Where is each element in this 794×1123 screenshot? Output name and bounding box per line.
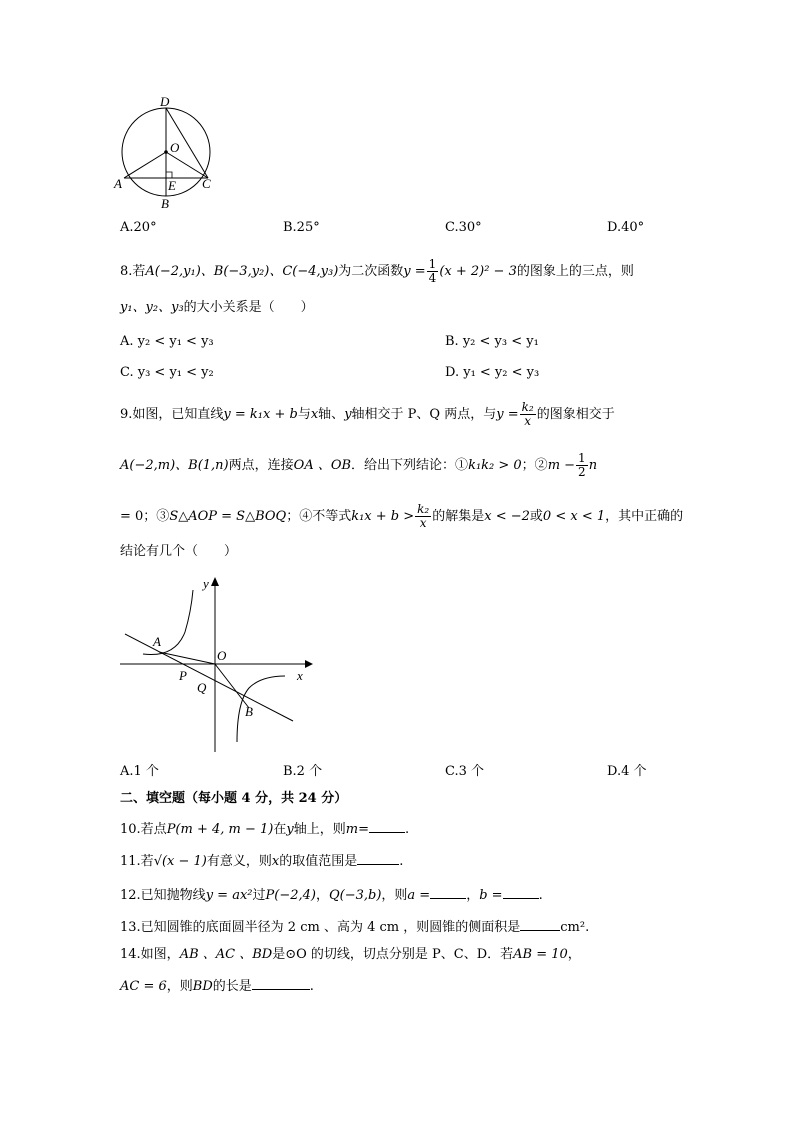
q8-option-c: C. y₃ < y₁ < y₂ xyxy=(120,365,214,380)
q11-line: 11.若√(x − 1)有意义，则x的取值范围是 . xyxy=(120,850,403,871)
q10-answer-blank xyxy=(369,818,405,833)
q7-label-B: B xyxy=(161,196,169,211)
q9-line1: 9.如图，已知直线y = k₁x + b与x轴、y轴相交于 P、Q 两点，与y = $\frac{\text{k₂}}{x}$ 的图象相交于 xyxy=(120,400,615,428)
q14-line2: AC = 6，则BD的长是 . xyxy=(120,975,314,996)
q7-label-D: D xyxy=(160,94,170,109)
q9-label-x: x xyxy=(297,668,303,683)
section2-title: 二、填空题（每小题 4 分，共 24 分） xyxy=(120,791,348,806)
q9-label-y: y xyxy=(203,576,209,591)
q9-label-P: P xyxy=(179,668,187,683)
q8-question: 的大小关系是（ ） xyxy=(183,300,314,315)
q9-graph-figure xyxy=(115,572,320,757)
q8-points: A(−2,y₁)、B(−3,y₂)、C(−4,y₃) xyxy=(145,264,339,279)
q9-line4: 结论有几个（ ） xyxy=(120,544,238,559)
q12-answer-blank-a xyxy=(430,884,466,899)
q9-option-b: B.2 个 xyxy=(283,764,323,779)
q14-answer-blank xyxy=(252,975,310,990)
q9-label-O: O xyxy=(217,648,227,663)
q9-label-Q: Q xyxy=(197,680,207,695)
q12-answer-blank-b xyxy=(503,884,539,899)
q8-line1 xyxy=(120,258,634,285)
q13-line: 13.已知圆锥的底面圆半径为 2 cm 、高为 4 cm ，则圆锥的侧面积是 cm². xyxy=(120,916,589,937)
q7-label-O: O xyxy=(170,140,180,155)
q9-option-a: A.1 个 xyxy=(120,764,159,779)
q9-label-B: B xyxy=(245,704,253,719)
q9-option-d: D.4 个 xyxy=(607,764,647,779)
q8-line2 xyxy=(120,299,314,317)
q8-fraction: $\frac{1}{4}$ xyxy=(428,257,437,285)
q8-option-a: A. y₂ < y₁ < y₃ xyxy=(120,334,214,349)
q9-line3: = 0；③S△AOP = S△BOQ；④不等式k₁x + b > $\frac{\text{k₂}}{x}$ 的解集是x < −2或0 < x < 1，其中正确的 xyxy=(120,502,684,530)
q8-mid: 为二次函数 xyxy=(338,264,404,279)
q7-option-a: A.20° xyxy=(120,220,157,235)
q8-post: 的图象上的三点，则 xyxy=(516,264,634,279)
q7-option-c: C.30° xyxy=(445,220,482,235)
q7-option-b: B.25° xyxy=(283,220,320,235)
q7-option-d: D.40° xyxy=(607,220,645,235)
q8-option-d: D. y₁ < y₂ < y₃ xyxy=(445,365,540,380)
q8-option-b: B. y₂ < y₃ < y₁ xyxy=(445,334,539,349)
q7-label-C: C xyxy=(202,176,211,191)
q14-line1: 14.如图，AB 、AC 、BD是⊙O 的切线，切点分别是 P、C、D．若AB = 10， xyxy=(120,947,581,962)
q11-answer-blank xyxy=(357,850,399,865)
q7-label-E: E xyxy=(168,178,176,193)
q8-func-rhs: (x + 2)² − 3 xyxy=(439,264,517,279)
q9-line2: A(−2,m)、B(1,n)两点，连接OA 、OB．给出下列结论：①k₁k₂ > 0；②m − $\frac{1}{2}$ n xyxy=(120,451,598,479)
q9-label-A: A xyxy=(153,634,161,649)
q10-line: 10.若点P(m + 4, m − 1)在y轴上，则m= . xyxy=(120,818,409,839)
q9-option-c: C.3 个 xyxy=(445,764,485,779)
q8-func-lhs: y = xyxy=(403,264,426,279)
q8-prefix: 8.若 xyxy=(120,264,146,279)
q12-line: 12.已知抛物线y = ax²过P(−2,4)，Q(−3,b)，则a = ，b = . xyxy=(120,884,543,905)
q13-answer-blank xyxy=(520,916,560,931)
q8-vars: y₁、y₂、y₃ xyxy=(120,300,184,315)
q7-circle-figure xyxy=(110,92,220,212)
q7-label-A: A xyxy=(114,176,122,191)
